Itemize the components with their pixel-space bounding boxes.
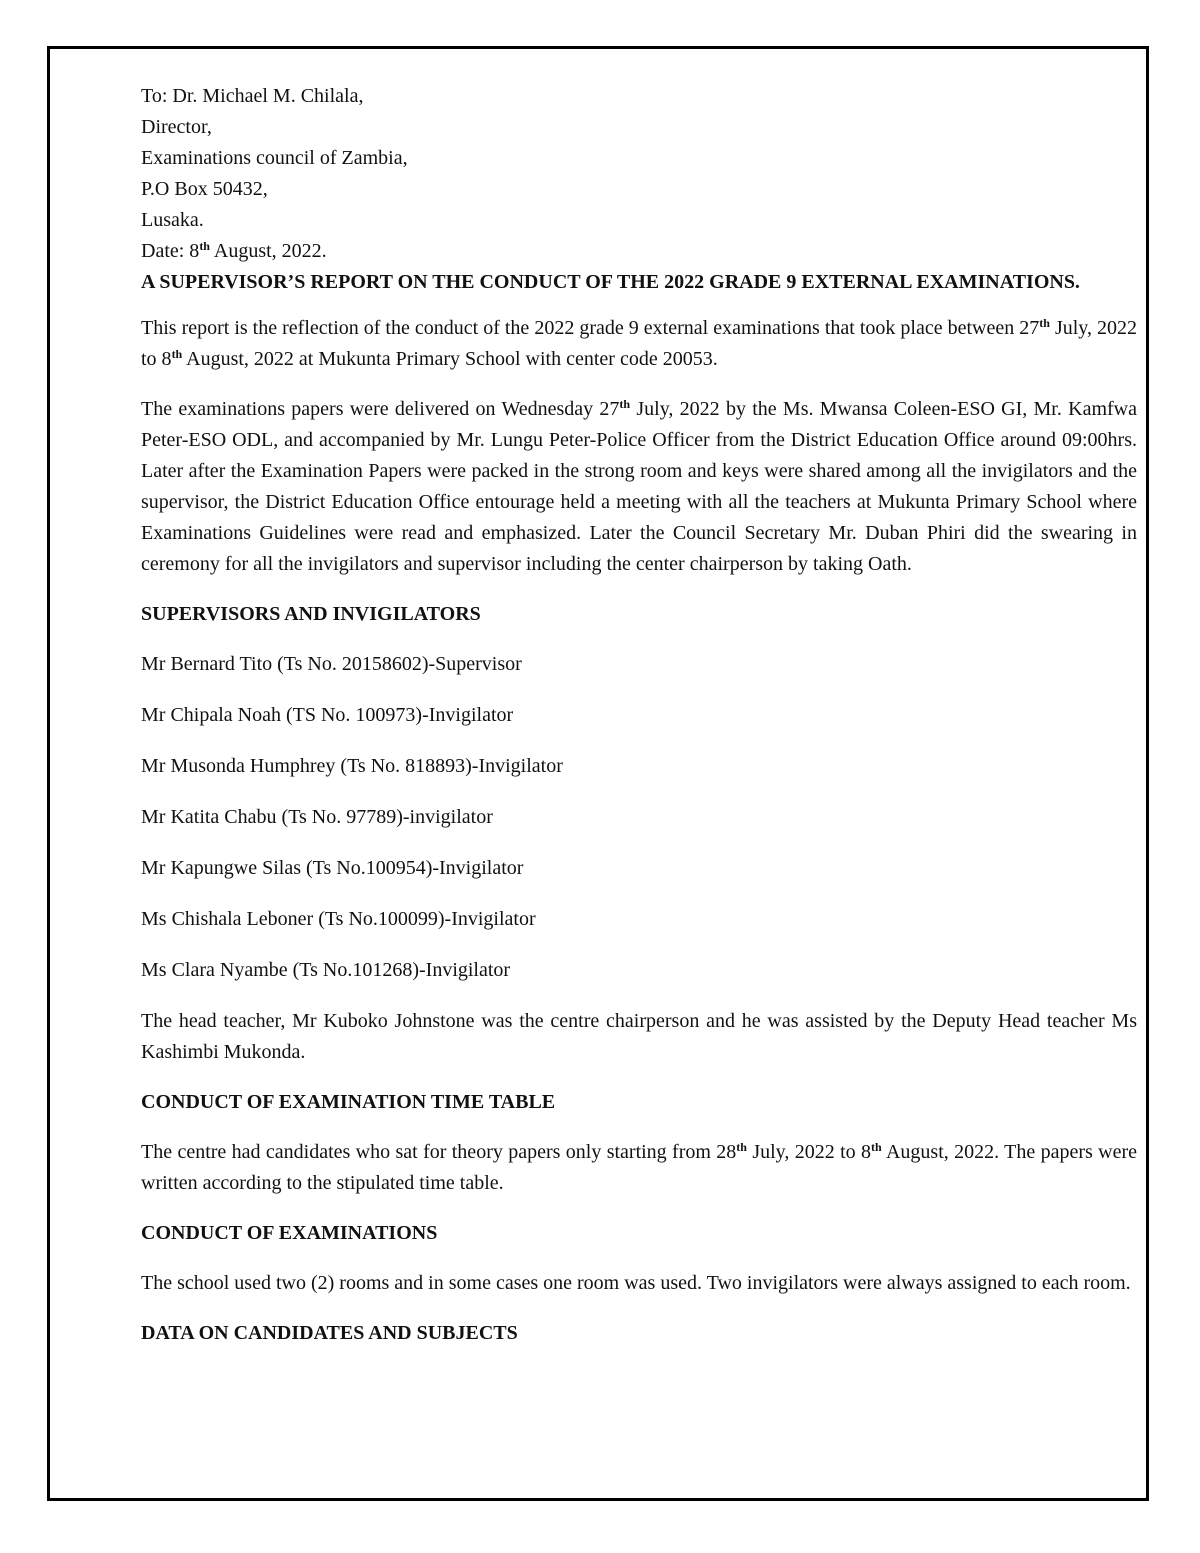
recipient-title: Director, bbox=[141, 116, 212, 138]
staff-member: Ms Clara Nyambe (Ts No.101268)-Invigilator bbox=[141, 959, 511, 981]
timetable-ordinal-1: th bbox=[736, 1140, 747, 1154]
date-ordinal: th bbox=[199, 239, 210, 253]
staff-member: Mr Kapungwe Silas (Ts No.100954)-Invigilator bbox=[141, 857, 524, 879]
date-prefix: Date: 8 bbox=[141, 240, 200, 262]
intro-paragraph bbox=[141, 313, 1137, 375]
recipient-organization: Examinations council of Zambia, bbox=[141, 147, 408, 169]
timetable-paragraph bbox=[141, 1137, 1137, 1199]
intro-text-1: This report is the reflection of the conduct of the 2022 grade 9 external examinations that took place between 27 bbox=[141, 317, 1040, 339]
timetable-text-1: The centre had candidates who sat for theory papers only starting from 28 bbox=[141, 1141, 737, 1163]
staff-member: Mr Katita Chabu (Ts No. 97789)-invigilator bbox=[141, 806, 493, 828]
chairperson-paragraph: The head teacher, Mr Kuboko Johnstone was the centre chairperson and he was assisted by the Deputy Head teacher Ms Kashimbi Mukonda. bbox=[141, 1010, 1137, 1063]
address-block bbox=[141, 81, 1137, 267]
staff-member: Mr Chipala Noah (TS No. 100973)-Invigilator bbox=[141, 704, 514, 726]
date-suffix: August, 2022. bbox=[209, 240, 327, 262]
recipient-city: Lusaka. bbox=[141, 209, 204, 231]
delivery-paragraph bbox=[141, 394, 1137, 580]
intro-text-2: July, 2022 to 8 bbox=[141, 317, 1138, 370]
staff-member: Ms Chishala Leboner (Ts No.100099)-Invigilator bbox=[141, 908, 536, 930]
delivery-ordinal: th bbox=[619, 397, 631, 411]
recipient-line: To: Dr. Michael M. Chilala, bbox=[141, 85, 364, 107]
timetable-ordinal-2: th bbox=[871, 1140, 882, 1154]
data-section-heading: DATA ON CANDIDATES AND SUBJECTS bbox=[141, 1322, 518, 1344]
timetable-heading: CONDUCT OF EXAMINATION TIME TABLE bbox=[141, 1091, 556, 1113]
delivery-text-1: The examinations papers were delivered on Wednesday 27 bbox=[141, 398, 620, 420]
conduct-paragraph: The school used two (2) rooms and in some cases one room was used. Two invigilators were always assigned to each room. bbox=[141, 1272, 1131, 1294]
intro-ordinal-2: th bbox=[171, 347, 183, 361]
document-body bbox=[141, 81, 1137, 1368]
staff-member: Mr Bernard Tito (Ts No. 20158602)-Supervisor bbox=[141, 653, 522, 675]
conduct-heading: CONDUCT OF EXAMINATIONS bbox=[141, 1222, 438, 1244]
staff-member: Mr Musonda Humphrey (Ts No. 818893)-Invigilator bbox=[141, 755, 563, 777]
delivery-text-2: July, 2022 by the Ms. Mwansa Coleen-ESO GI, Mr. Kamfwa Peter-ESO ODL, and accompanied by Mr. Lungu Peter-Police Officer from the District Education Office around 09:00hrs. Later after the Examination Papers were packed in the strong room and keys were shared among all the invigilators and the supervisor, the District Education Office entourage held a meeting with all the teachers at Mukunta Primary School where Examinations Guidelines were read and emphasized. Later the Council Secretary Mr. Duban Phiri did the swearing in ceremony for all the invigilators and supervisor including the center chairperson by taking Oath. bbox=[141, 398, 1137, 575]
intro-ordinal-1: th bbox=[1039, 316, 1050, 330]
timetable-text-3: August, 2022. The papers were written according to the stipulated time table. bbox=[141, 1141, 1137, 1194]
letter-date bbox=[141, 236, 1137, 267]
timetable-text-2: July, 2022 to 8 bbox=[746, 1141, 872, 1163]
report-title: A SUPERVISOR’S REPORT ON THE CONDUCT OF THE 2022 GRADE 9 EXTERNAL EXAMINATIONS. bbox=[141, 271, 1080, 293]
staff-heading: SUPERVISORS AND INVIGILATORS bbox=[141, 603, 481, 625]
intro-text-3: August, 2022 at Mukunta Primary School with center code 20053. bbox=[182, 348, 718, 370]
recipient-po-box: P.O Box 50432, bbox=[141, 178, 268, 200]
